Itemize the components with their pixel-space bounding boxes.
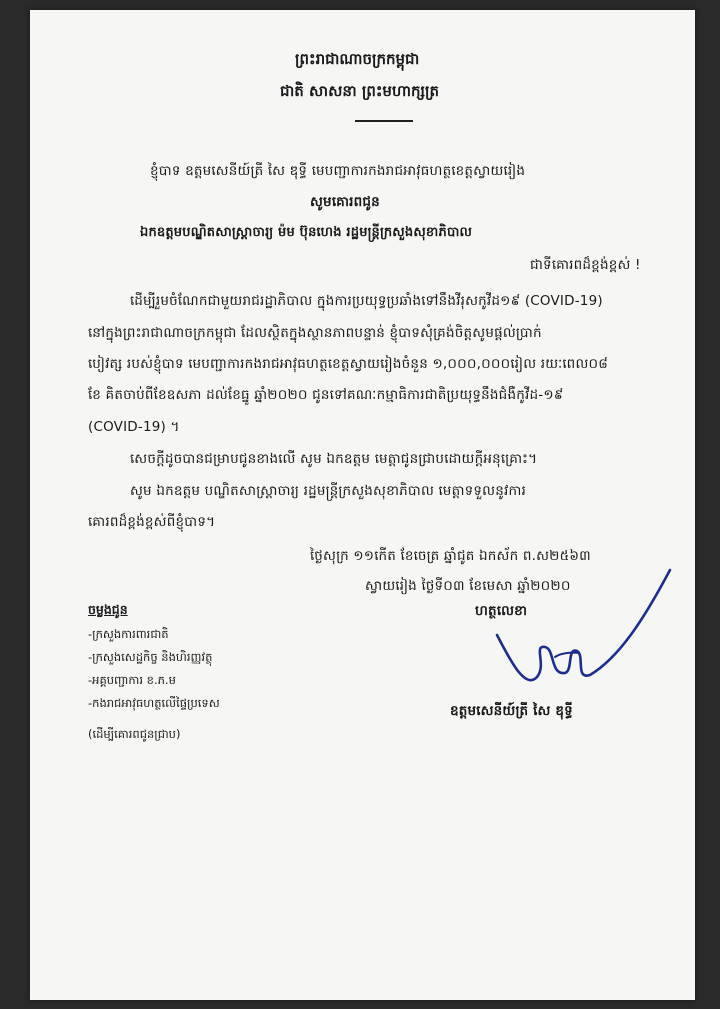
body-line-1: ដើម្បីរួមចំណែកជាមួយរាជរដ្ឋាភិបាល ក្នុងការប្រយុទ្ធប្រឆាំងទៅនឹងវីរុសកូវីដ១៩ (COVID-19) [130,293,603,309]
closing-line-2: គោរពដ៏ខ្ពង់ខ្ពស់ពីខ្ញុំបាទ។ [88,514,216,530]
body-line-3: បៀវត្ស របស់ខ្ញុំបាទ មេបញ្ជាការកងរាជអាវុធហត្ថខេត្តស្វាយរៀងចំនួន ១,០០០,០០០រៀល រយៈពេល០៨ [88,356,609,372]
handwritten-signature [495,565,695,705]
salutation: សូមគោរពជូន [310,194,380,210]
cc-note: (ដើម្បីគោរពជូនជ្រាប) [88,727,181,741]
cc-item: -ក្រសួងការពារជាតិ [88,627,169,641]
body-line-2: នៅក្នុងព្រះរាជាណាចក្រកម្ពុជា ដែលស្ថិតក្នុងស្ថានភាពបន្ទាន់ ខ្ញុំបាទសុំគ្រង់ចិត្តសូមផ្តល់ប្រាក់ [88,325,542,341]
cc-item: -កងរាជអាវុធហត្ថលើផ្ទៃប្រទេស [88,696,220,710]
lunar-date: ថ្ងៃសុក្រ ១១កើត ខែចេត្រ ឆ្នាំជូត ឯកស័ក ព.ស២៥៦៣ [310,548,591,564]
cc-item: -អគ្គបញ្ជាការ ខ.ភ.ម [88,673,176,687]
body-paragraph-2: សេចក្តីដូចបានជម្រាបជូនខាងលើ សូម ឯកឧត្តម មេត្តាជូនជ្រាបដោយក្តីអនុគ្រោះ។ [130,451,538,467]
cc-heading: ចម្លងជូន [88,602,128,617]
body-line-4: ខែ គិតចាប់ពីខែឧសភា ដល់ខែធ្នូ ឆ្នាំ២០២០ ជូនទៅគណៈកម្មាធិការជាតិប្រយុទ្ធនឹងជំងឺកូវីដ-១៩ [88,387,564,403]
kingdom-title: ព្រះរាជាណាចក្រកម្ពុជា [295,50,420,68]
solar-date: ស្វាយរៀង ថ្ងៃទី០៣ ខែមេសា ឆ្នាំ២០២០ [365,578,571,594]
letter-page [30,10,695,1000]
signature-label: ហត្ថលេខា [475,603,528,619]
cc-item: -ក្រសួងសេដ្ឋកិច្ច និងហិរញ្ញវត្ថុ [88,650,213,664]
respect-line: ជាទីគោរពដ៏ខ្ពង់ខ្ពស់ ! [530,257,641,273]
header-divider [355,120,413,122]
motto: ជាតិ សាសនា ព្រះមហាក្សត្រ [280,82,439,100]
closing-line-1: សូម ឯកឧត្តម បណ្ឌិតសាស្ត្រាចារ្យ រដ្ឋមន្ត្រីក្រសួងសុខាភិបាល មេត្តាទទួលនូវការ [130,483,527,499]
sender-line: ខ្ញុំបាទ ឧត្តមសេនីយ៍ត្រី សៃ ឌុទ្ធី មេបញ្ជាការកងរាជអាវុធហត្ថខេត្តស្វាយរៀង [150,163,526,179]
signer-name: ឧត្តមសេនីយ៍ត្រី សៃ ឌុទ្ធី [450,703,573,719]
body-line-5: (COVID-19) ។ [88,419,180,435]
recipient: ឯកឧត្តមបណ្ឌិតសាស្ត្រាចារ្យ ម៉ម ប៊ុនហេង រដ្ឋមន្ត្រីក្រសួងសុខាភិបាល [140,225,473,240]
